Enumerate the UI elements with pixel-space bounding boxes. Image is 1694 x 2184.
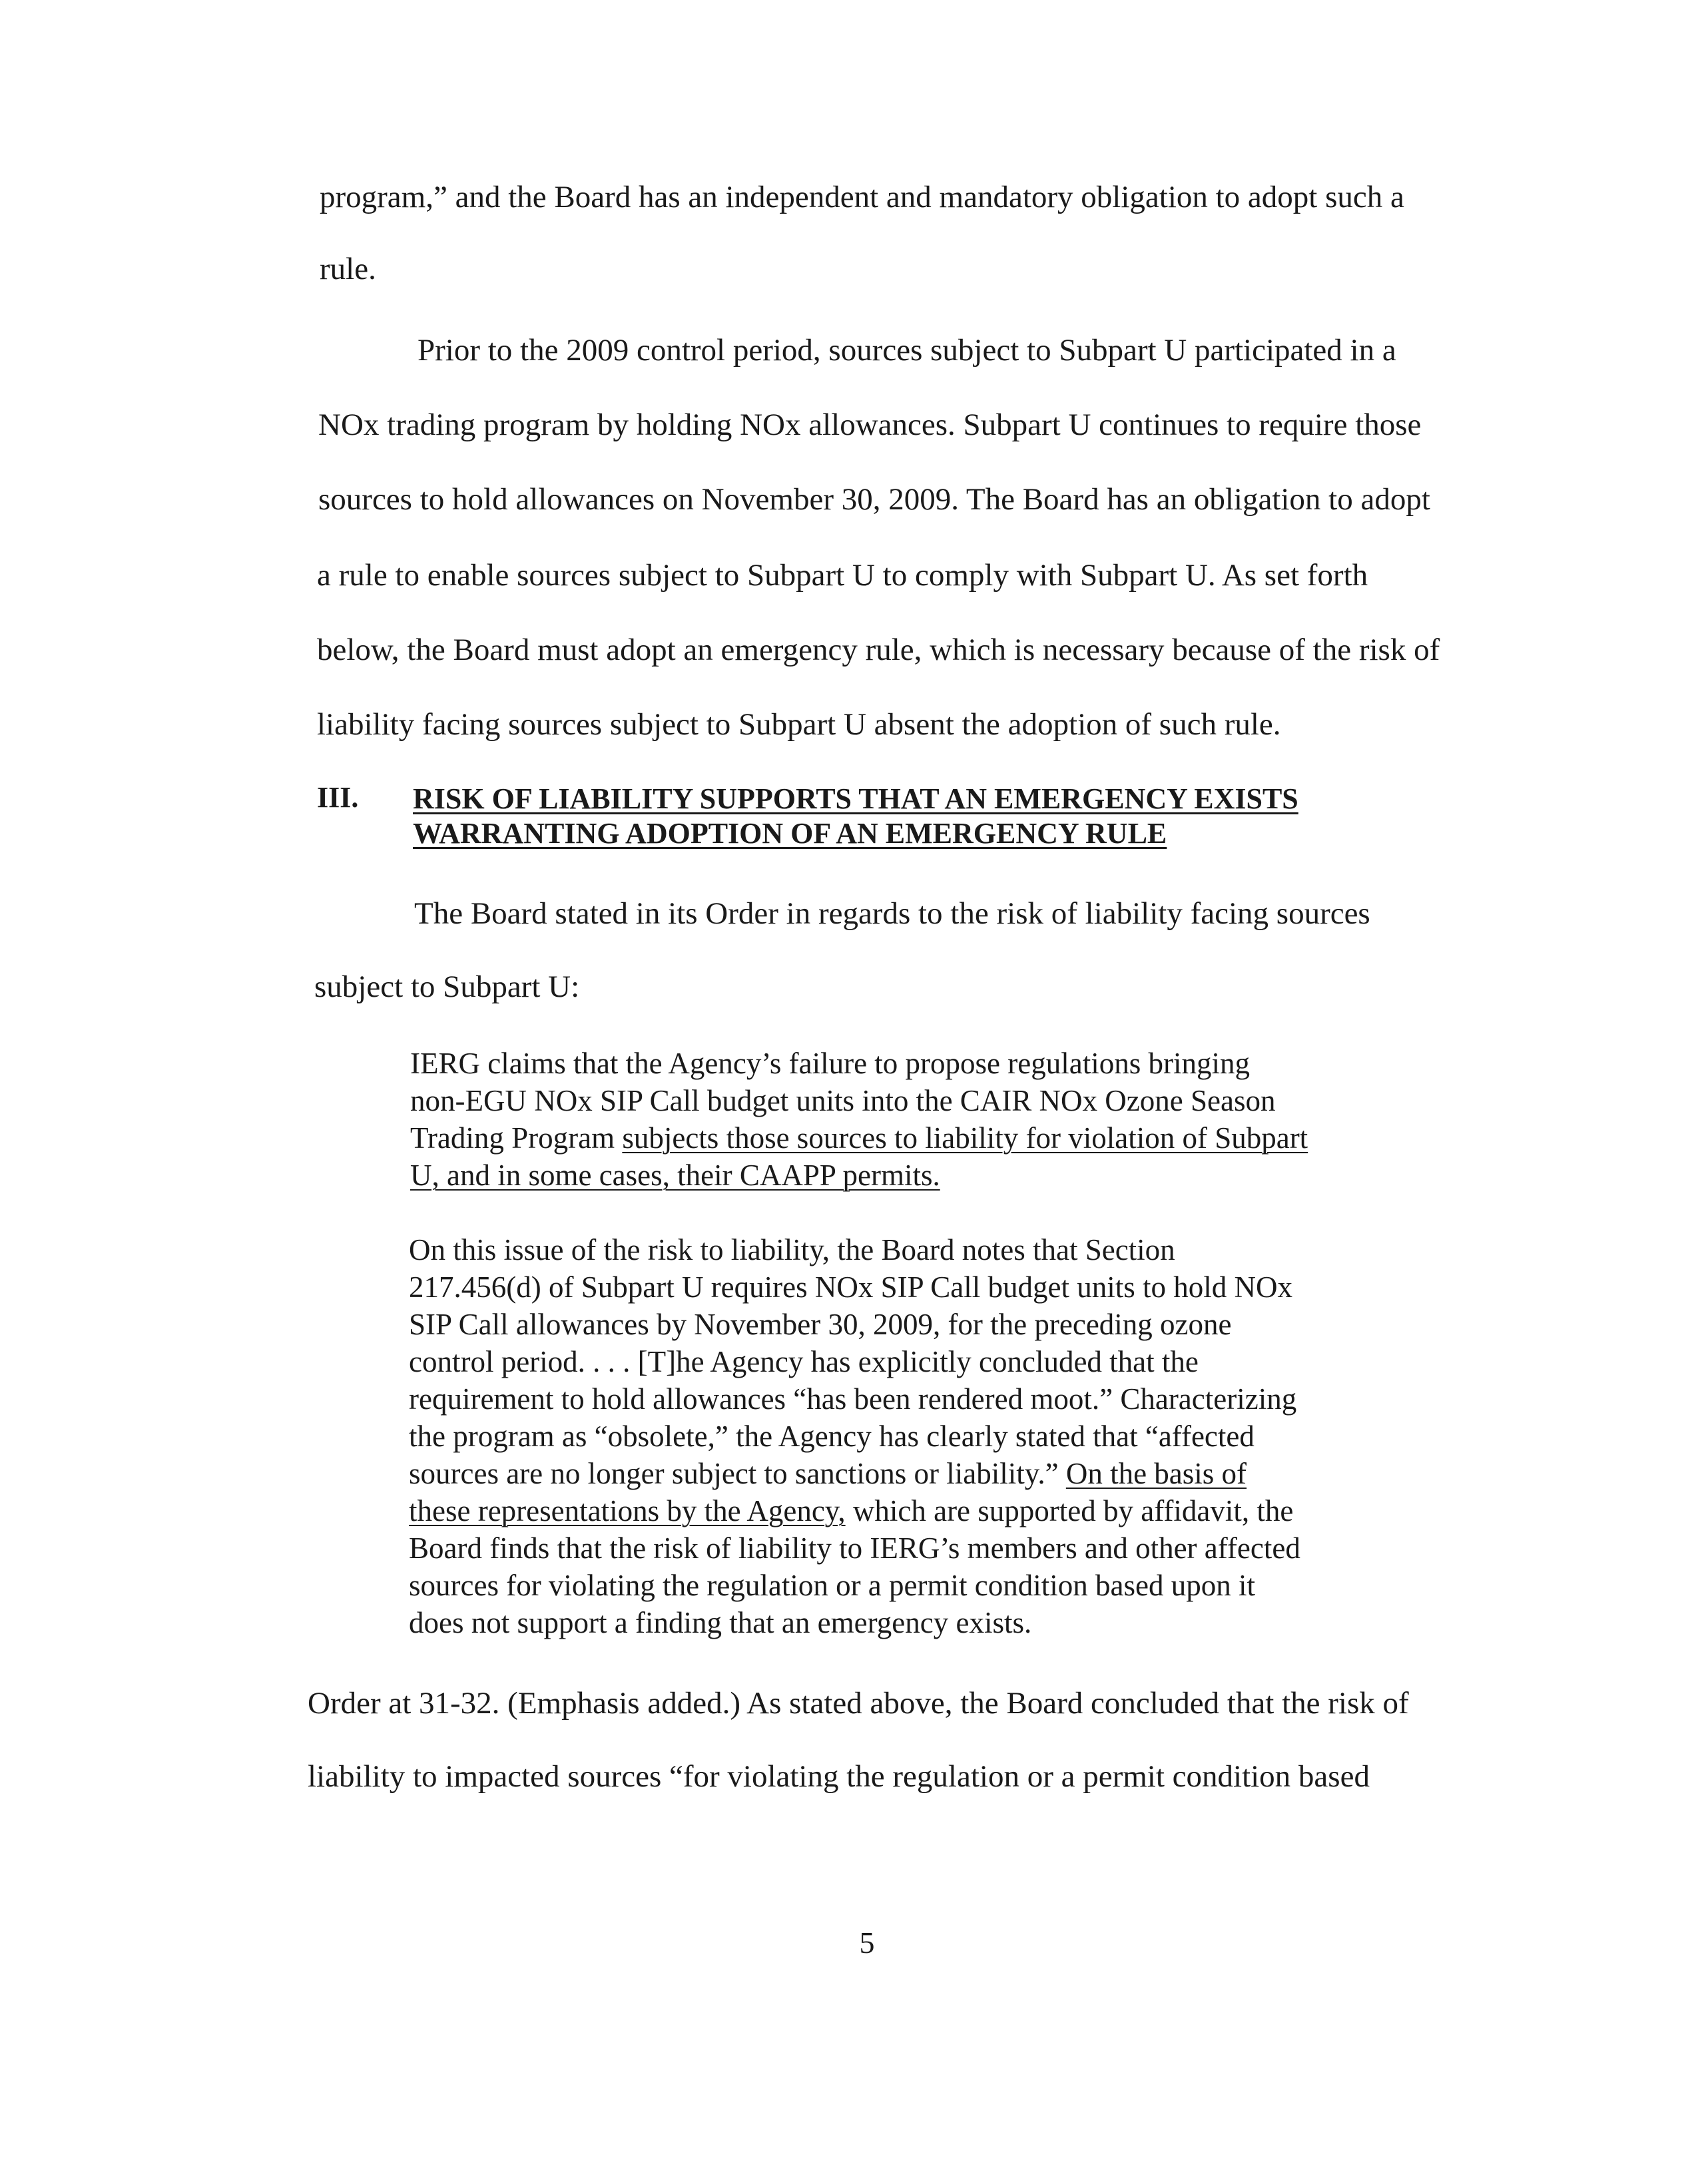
section-number: III. [317,781,359,814]
quote-line: On this issue of the risk to liability, the Board notes that Section [409,1233,1175,1266]
quote-line: the program as “obsolete,” the Agency has clearly stated that “affected [409,1420,1255,1453]
paragraph-line: NOx trading program by holding NOx allowances. Subpart U continues to require those [318,408,1422,442]
section-heading-line: WARRANTING ADOPTION OF AN EMERGENCY RULE [413,817,1167,850]
paragraph-line: sources to hold allowances on November 30, 2009. The Board has an obligation to adopt [318,482,1430,517]
paragraph-line: below, the Board must adopt an emergency rule, which is necessary because of the risk of [317,633,1440,667]
quote-line: requirement to hold allowances “has been rendered moot.” Characterizing [409,1382,1297,1416]
quote-line: sources for violating the regulation or a permit condition based upon it [409,1569,1255,1602]
section-heading-line: RISK OF LIABILITY SUPPORTS THAT AN EMERGENCY EXISTS [413,782,1298,815]
paragraph-line: a rule to enable sources subject to Subpart U to comply with Subpart U. As set forth [317,558,1368,593]
quote-line: 217.456(d) of Subpart U requires NOx SIP Call budget units to hold NOx [409,1270,1292,1304]
paragraph-line: Prior to the 2009 control period, sources subject to Subpart U participated in a [418,333,1396,368]
page-number: 5 [859,1926,875,1960]
quote-line: non-EGU NOx SIP Call budget units into the CAIR NOx Ozone Season [410,1084,1276,1117]
paragraph-line: Order at 31-32. (Emphasis added.) As stated above, the Board concluded that the risk of [308,1686,1409,1721]
quote-emphasis: U, and in some cases, their CAAPP permits. [410,1159,940,1192]
paragraph-line: liability to impacted sources “for violating the regulation or a permit condition based [308,1759,1370,1794]
quote-line: IERG claims that the Agency’s failure to propose regulations bringing [410,1047,1250,1080]
quote-line: Board finds that the risk of liability to IERG’s members and other affected [409,1531,1300,1565]
quote-line [409,1456,1247,1492]
quote-line: control period. . . . [T]he Agency has explicitly concluded that the [409,1345,1199,1378]
quote-text: Trading Program [410,1121,623,1155]
quote-emphasis: subjects those sources to liability for violation of Subpart [622,1121,1308,1155]
quote-line [410,1120,1308,1156]
quote-emphasis: On the basis of [1065,1457,1247,1490]
quote-line: SIP Call allowances by November 30, 2009, for the preceding ozone [409,1308,1232,1341]
paragraph-line: subject to Subpart U: [314,969,580,1004]
paragraph-line: liability facing sources subject to Subpart U absent the adoption of such rule. [317,707,1281,742]
quote-text: sources are no longer subject to sanctions or liability.” [409,1457,1066,1490]
paragraph-line: program,” and the Board has an independent and mandatory obligation to adopt such a [320,180,1404,214]
quote-emphasis: these representations by the Agency, [409,1494,846,1527]
quote-text: which are supported by affidavit, the [845,1494,1294,1527]
quote-line: does not support a finding that an emergency exists. [409,1606,1032,1639]
quote-line [409,1493,1293,1529]
quote-line [410,1157,940,1193]
paragraph-line: The Board stated in its Order in regards to the risk of liability facing sources [414,896,1370,931]
paragraph-line: rule. [320,252,376,286]
